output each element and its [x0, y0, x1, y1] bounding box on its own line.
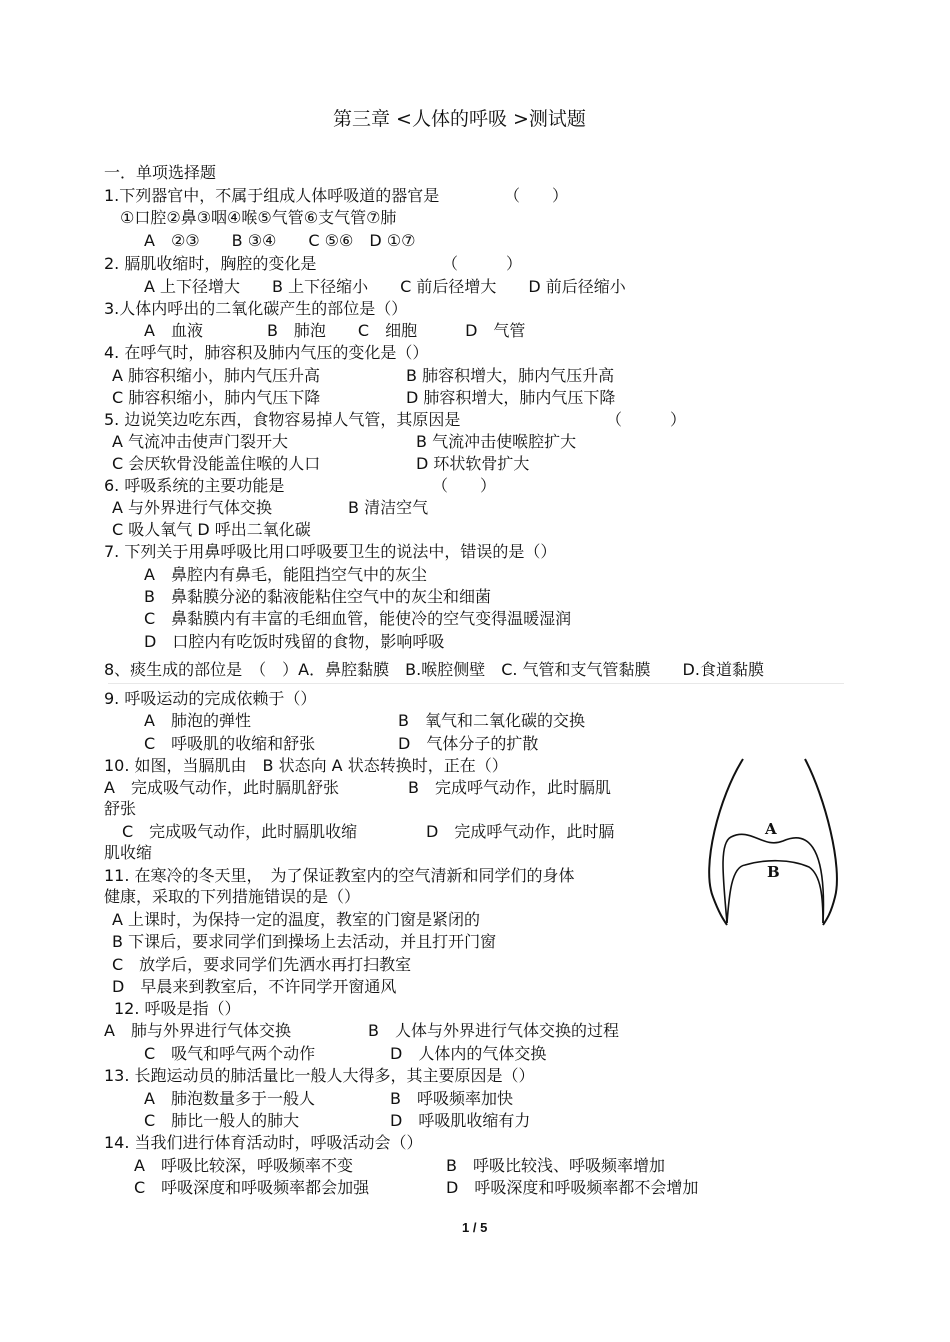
question-7: 7. 下列关于用鼻呼吸比用口呼吸要卫生的说法中，错误的是（）	[104, 542, 557, 561]
question-10-option-d-cont: 肌收缩	[104, 843, 153, 862]
question-11-option-d: D 早晨来到教室后，不许同学开窗通风	[112, 977, 397, 996]
question-13-option-c: C 肺比一般人的肺大	[144, 1111, 300, 1130]
question-10-option-b: B 完成呼气动作，此时膈肌	[408, 778, 611, 797]
question-14-option-a: A 呼吸比较深，呼吸频率不变	[134, 1156, 353, 1175]
question-12: 12. 呼吸是指（）	[114, 999, 241, 1018]
question-6-options-cd: C 吸人氧气 D 呼出二氧化碳	[112, 520, 311, 539]
question-9: 9. 呼吸运动的完成依赖于（）	[104, 689, 317, 708]
question-7-option-c: C 鼻黏膜内有丰富的毛细血管，能使冷的空气变得温暖湿润	[144, 609, 572, 628]
question-4-option-d: D 肺容积增大，肺内气压下降	[406, 388, 616, 407]
question-12-option-b: B 人体与外界进行气体交换的过程	[368, 1021, 619, 1040]
section-heading: 一．单项选择题	[104, 163, 217, 182]
question-9-option-b: B 氧气和二氧化碳的交换	[398, 711, 585, 730]
question-5-option-d: D 环状软骨扩大	[416, 454, 530, 473]
question-9-option-c: C 呼吸肌的收缩和舒张	[144, 734, 316, 753]
question-5-option-c: C 会厌软骨没能盖住喉的人口	[112, 454, 321, 473]
question-14-option-d: D 呼吸深度和呼吸频率都不会增加	[446, 1178, 699, 1197]
divider	[108, 683, 844, 684]
question-2-options: A 上下径增大 B 上下径缩小 C 前后径增大 D 前后径缩小	[144, 277, 626, 296]
question-4-option-c: C 肺容积缩小，肺内气压下降	[112, 388, 321, 407]
answer-blank-1: （ ）	[504, 186, 569, 205]
question-1: 1.下列器官中，不属于组成人体呼吸道的器官是	[104, 186, 440, 205]
question-9-option-a: A 肺泡的弹性	[144, 711, 251, 730]
question-10: 10. 如图，当膈肌由 B 状态向 A 状态转换时，正在（）	[104, 756, 508, 775]
question-11: 11. 在寒冷的冬天里， 为了保证教室内的空气清新和同学们的身体	[104, 866, 575, 885]
question-2: 2. 膈肌收缩时，胸腔的变化是	[104, 254, 317, 273]
answer-blank-2: （ ）	[442, 254, 523, 273]
question-14: 14. 当我们进行体育活动时，呼吸活动会（）	[104, 1133, 423, 1152]
label-b: B	[767, 863, 780, 881]
question-9-option-d: D 气体分子的扩散	[398, 734, 539, 753]
question-13-option-a: A 肺泡数量多于一般人	[144, 1089, 315, 1108]
question-11-cont: 健康，采取的下列措施错误的是（）	[104, 887, 361, 906]
question-7-option-d: D 口腔内有吃饭时残留的食物，影响呼吸	[144, 632, 445, 651]
question-1-options: A ②③ B ③④ C ⑤⑥ D ①⑦	[144, 231, 416, 250]
chest-wall-right	[805, 759, 837, 925]
question-5-option-a: A 气流冲击使声门裂开大	[112, 432, 289, 451]
question-4: 4. 在呼气时，肺容积及肺内气压的变化是（）	[104, 343, 429, 362]
page-number: 1 / 5	[462, 1220, 488, 1235]
question-13: 13. 长跑运动员的肺活量比一般人大得多，其主要原因是（）	[104, 1066, 535, 1085]
question-10-option-a: A 完成吸气动作，此时膈肌舒张	[104, 778, 339, 797]
page-title: 第三章 <人体的呼吸 >测试题	[333, 108, 586, 130]
question-11-option-a: A 上课时，为保持一定的温度，教室的门窗是紧闭的	[112, 910, 481, 929]
question-3: 3.人体内呼出的二氧化碳产生的部位是（）	[104, 299, 408, 318]
question-6-option-b: B 清洁空气	[348, 498, 429, 517]
question-5-option-b: B 气流冲击使喉腔扩大	[416, 432, 577, 451]
question-3-options: A 血液 B 肺泡 C 细胞 D 气管	[144, 321, 526, 340]
question-5: 5. 边说笑边吃东西，食物容易掉人气管，其原因是	[104, 410, 461, 429]
answer-blank-5: （ ）	[606, 410, 687, 429]
question-4-option-b: B 肺容积增大，肺内气压升高	[406, 366, 615, 385]
question-10-option-b-cont: 舒张	[104, 799, 137, 818]
question-7-option-b: B 鼻黏膜分泌的黏液能粘住空气中的灰尘和细菌	[144, 587, 491, 606]
question-8: 8、痰生成的部位是 （ ）A．鼻腔黏膜 B.喉腔侧壁 C. 气管和支气管黏膜 D.食道黏膜	[104, 660, 764, 679]
label-a: A	[765, 820, 777, 838]
question-14-option-c: C 呼吸深度和呼吸频率都会加强	[134, 1178, 370, 1197]
answer-blank-6: （ ）	[432, 476, 497, 495]
question-6: 6. 呼吸系统的主要功能是	[104, 476, 285, 495]
question-11-option-b: B 下课后，要求同学们到操场上去活动，并且打开门窗	[112, 932, 497, 951]
question-10-option-c: C 完成吸气动作，此时膈肌收缩	[122, 822, 358, 841]
question-1-items: ①口腔②鼻③咽④喉⑤气管⑥支气管⑦肺	[120, 208, 397, 227]
question-7-option-a: A 鼻腔内有鼻毛，能阻挡空气中的灰尘	[144, 565, 427, 584]
question-10-option-d: D 完成呼气动作，此时膈	[426, 822, 615, 841]
question-14-option-b: B 呼吸比较浅、呼吸频率增加	[446, 1156, 665, 1175]
question-11-option-c: C 放学后，要求同学们先洒水再打扫教室	[112, 955, 412, 974]
question-13-option-b: B 呼吸频率加快	[390, 1089, 513, 1108]
question-6-option-a: A 与外界进行气体交换	[112, 498, 273, 517]
question-12-option-c: C 吸气和呼气两个动作	[144, 1044, 316, 1063]
diaphragm-diagram	[705, 757, 845, 935]
question-4-option-a: A 肺容积缩小，肺内气压升高	[112, 366, 321, 385]
question-12-option-d: D 人体内的气体交换	[390, 1044, 547, 1063]
question-12-option-a: A 肺与外界进行气体交换	[104, 1021, 291, 1040]
question-13-option-d: D 呼吸肌收缩有力	[390, 1111, 531, 1130]
